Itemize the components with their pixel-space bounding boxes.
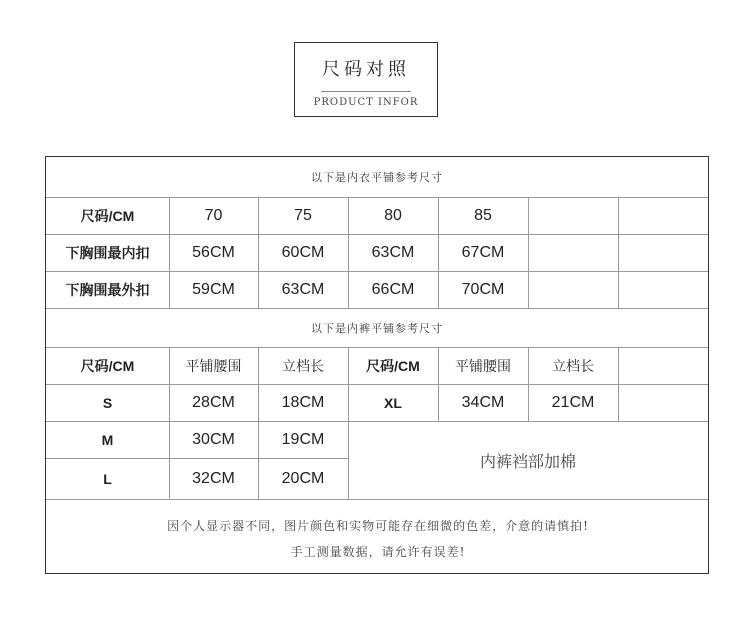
bra-inner-value: 56CM <box>192 243 235 261</box>
bra-inner-value: 67CM <box>461 243 505 261</box>
pants-size-s: S <box>102 394 113 411</box>
pants-header-size: 尺码/CM <box>366 357 420 374</box>
measurement-note: 手工测量数据，请允许有误差! <box>290 545 466 559</box>
bra-size-label: 尺码/CM <box>80 207 135 224</box>
pants-header-rise: 立档长 <box>282 357 324 374</box>
pants-header-waist: 平铺腰围 <box>185 357 242 374</box>
bra-inner-label: 下胸围最内扣 <box>65 244 150 261</box>
pants-size-m: M <box>101 431 114 448</box>
pants-waist-value: 30CM <box>192 430 235 448</box>
pants-rise-value: 20CM <box>281 469 325 487</box>
bra-outer-value: 59CM <box>192 280 235 298</box>
title-box <box>294 42 438 117</box>
row-divider <box>46 499 708 500</box>
col-divider <box>528 197 529 308</box>
pants-rise-value: 18CM <box>281 393 325 411</box>
page-subtitle: PRODUCT INFOR <box>313 97 419 108</box>
bra-outer-value: 63CM <box>281 280 325 298</box>
bra-inner-value: 63CM <box>371 243 415 261</box>
pants-rise-value: 21CM <box>551 393 595 411</box>
bra-size-80: 80 <box>384 206 402 224</box>
pants-section-caption: 以下是内裤平铺参考尺寸 <box>311 321 443 335</box>
pants-size-xl: XL <box>384 394 402 411</box>
color-difference-note: 因个人显示器不同，图片颜色和实物可能存在细微的色差，介意的请慎拍! <box>167 519 589 533</box>
bra-inner-value: 60CM <box>281 243 325 261</box>
page-title: 尺码对照 <box>322 59 410 80</box>
bra-size-85: 85 <box>474 206 492 224</box>
bra-outer-label: 下胸围最外扣 <box>65 281 150 298</box>
pants-header-size: 尺码/CM <box>80 357 135 374</box>
pants-waist-value: 34CM <box>461 393 505 411</box>
pants-rise-value: 19CM <box>281 430 325 448</box>
pants-header-waist: 平铺腰围 <box>455 357 511 374</box>
size-table <box>45 156 709 574</box>
bra-size-70: 70 <box>204 206 223 224</box>
pants-waist-value: 28CM <box>192 393 235 411</box>
bra-size-75: 75 <box>294 206 312 224</box>
pants-waist-value: 32CM <box>192 469 235 487</box>
title-divider <box>321 91 411 92</box>
pants-header-rise: 立档长 <box>552 357 594 374</box>
crotch-lining-note: 内裤裆部加棉 <box>479 451 576 471</box>
bra-section-caption: 以下是内衣平铺参考尺寸 <box>311 171 443 184</box>
bra-outer-value: 66CM <box>371 280 415 298</box>
pants-size-l: L <box>103 470 112 487</box>
col-divider <box>618 197 619 308</box>
col-divider <box>618 347 619 421</box>
bra-outer-value: 70CM <box>461 280 505 298</box>
